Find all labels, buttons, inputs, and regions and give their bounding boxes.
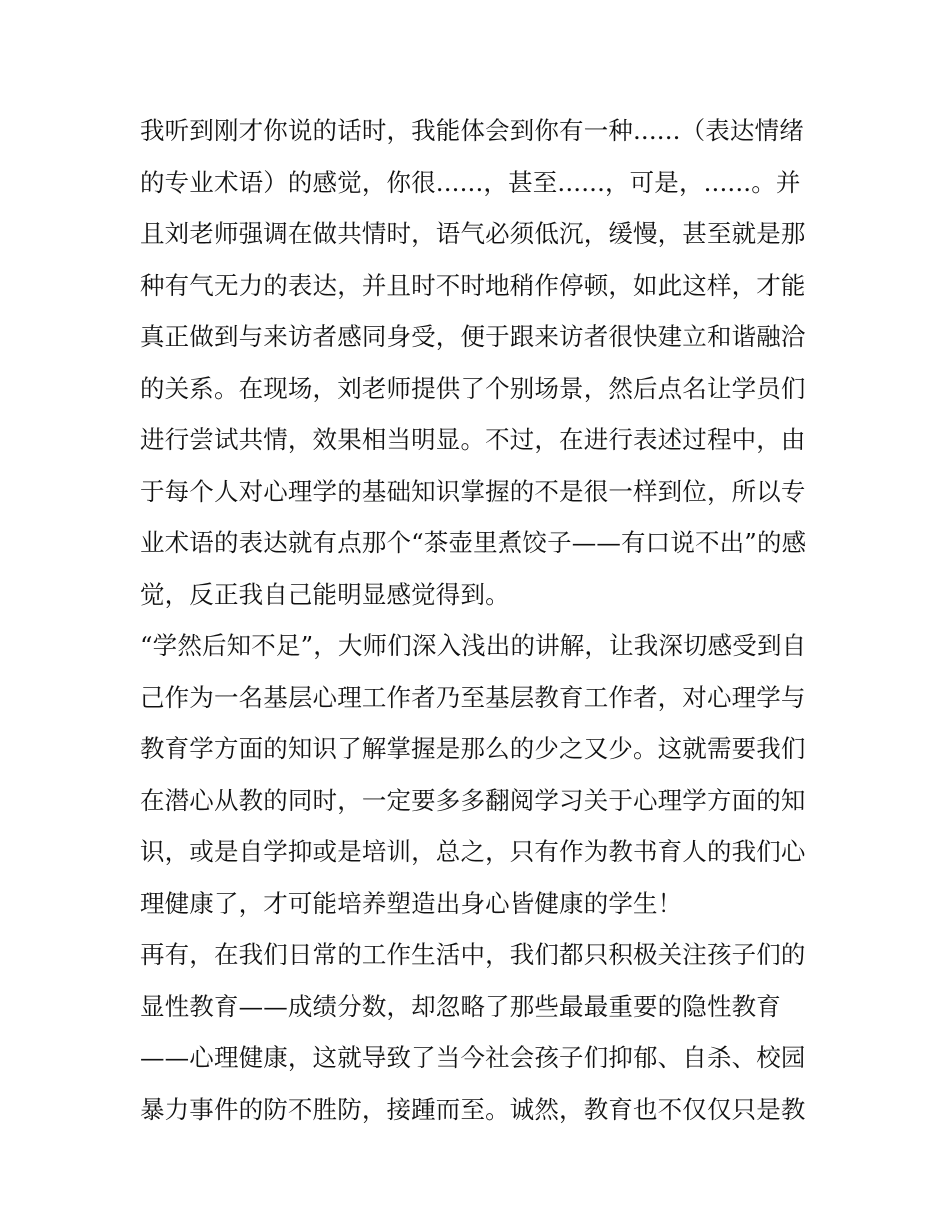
- text-line: 暴力事件的防不胜防，接踵而至。诚然，教育也不仅仅只是教: [140, 1094, 806, 1124]
- text-line: 于每个人对心理学的基础知识掌握的不是很一样到位，所以专: [140, 476, 806, 506]
- text-line: ——心理健康，这就导致了当今社会孩子们抑郁、自杀、校园: [140, 1043, 806, 1072]
- text-line: 业术语的表达就有点那个“茶壶里煮饺子——有口说不出”的感: [140, 528, 807, 557]
- text-line: 教育学方面的知识了解掌握是那么的少之又少。这就需要我们: [140, 734, 806, 763]
- text-line: “学然后知不足”，大师们深入浅出的讲解，让我深切感受到自: [140, 631, 807, 660]
- text-line: 再有，在我们日常的工作生活中，我们都只积极关注孩子们的: [140, 940, 806, 969]
- text-line: 己作为一名基层心理工作者乃至基层教育工作者，对心理学与: [140, 682, 806, 712]
- text-line: 在潜心从教的同时，一定要多多翻阅学习关于心理学方面的知: [140, 785, 806, 815]
- text-line: 我听到刚才你说的话时，我能体会到你有一种......（表达情绪: [140, 116, 804, 145]
- text-line: 种有气无力的表达，并且时不时地稍作停顿，如此这样，才能: [140, 270, 806, 300]
- text-line: 的专业术语）的感觉，你很......，甚至......，可是，......。并: [140, 167, 801, 197]
- text-line: 真正做到与来访者感同身受，便于跟来访者很快建立和谐融洽: [140, 322, 806, 351]
- text-line: 的关系。在现场，刘老师提供了个别场景，然后点名让学员们: [140, 373, 806, 403]
- text-line: 理健康了，才可能培养塑造出身心皆健康的学生！: [140, 888, 683, 918]
- text-line: 显性教育——成绩分数，却忽略了那些最最重要的隐性教育: [140, 991, 781, 1021]
- text-line: 进行尝试共情，效果相当明显。不过，在进行表述过程中，由: [140, 425, 806, 454]
- text-line: 且刘老师强调在做共情时，语气必须低沉，缓慢，甚至就是那: [140, 219, 806, 248]
- document-body: [140, 105, 820, 1135]
- text-line: 觉，反正我自己能明显感觉得到。: [140, 579, 510, 609]
- text-line: 识，或是自学抑或是培训，总之，只有作为教书育人的我们心: [140, 837, 806, 866]
